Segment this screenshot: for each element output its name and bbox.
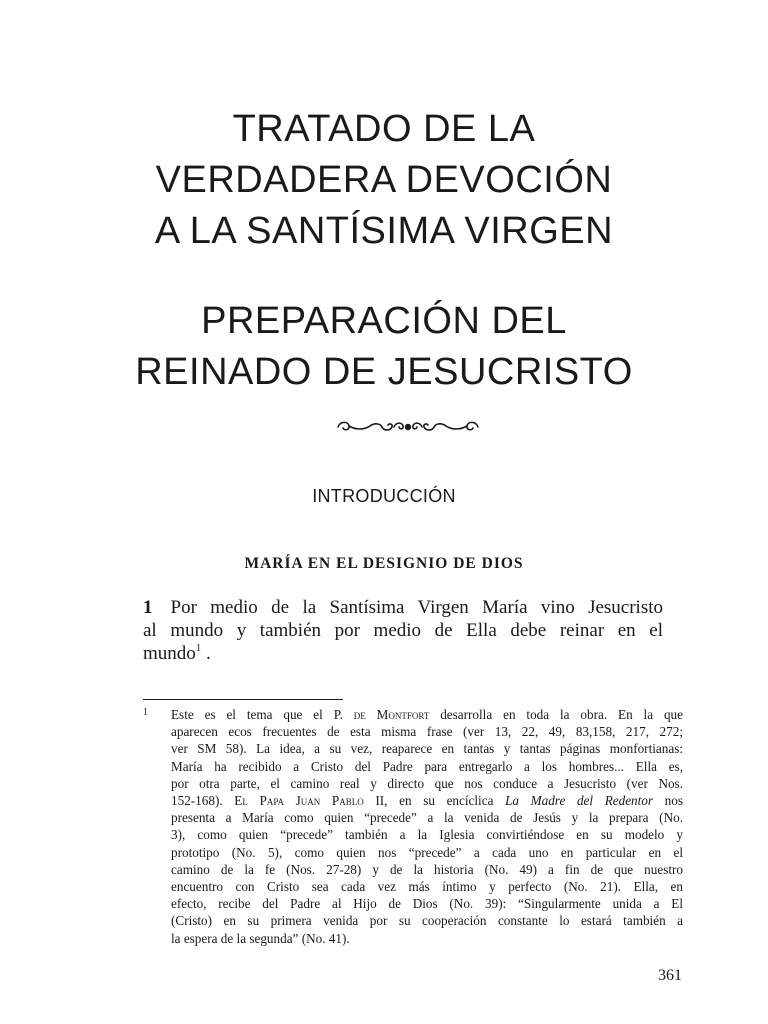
footnote-reference: 1 xyxy=(195,642,202,654)
footnote-text-segment: 152-168). xyxy=(171,793,235,809)
paragraph-text-3: mundo xyxy=(143,643,196,664)
footnote-line-12: efecto, recibe del Padre al Hijo de Dios (No. 39): “Singularmente unida a El xyxy=(171,896,683,912)
footnote-text-segment: nos xyxy=(653,793,683,809)
footnote-text-segment: Este es el tema que el P. xyxy=(171,707,354,722)
subtitle-line-2: REINADO DE JESUCRISTO xyxy=(135,351,633,393)
paragraph-number: 1 xyxy=(143,597,153,618)
footnote-divider xyxy=(143,699,343,700)
footnote-line-3: ver SM 58). La idea, a su vez, reaparece en tantas y tantas páginas monfortianas: xyxy=(171,741,683,757)
paragraph-line-3 xyxy=(143,642,663,665)
footnote-text-segment: desarrolla en toda la obra. En la que xyxy=(429,707,683,722)
book-subtitle xyxy=(0,296,768,398)
footnote-line-11: encuentro con Cristo sea cada vez más íntimo y perfecto (No. 21). Ella, en xyxy=(171,879,683,895)
footnote-text xyxy=(171,706,683,947)
subsection-heading: MARÍA EN EL DESIGNIO DE DIOS xyxy=(244,555,524,572)
footnote-line-13: (Cristo) en su primera venida por su cooperación constante lo estará también a xyxy=(171,913,683,929)
page-number: 361 xyxy=(658,967,682,984)
book-title xyxy=(0,104,768,257)
footnote-line-14: la espera de la segunda” (No. 41). xyxy=(171,930,350,946)
footnote-line-5: por otra parte, el camino real y directo que nos conduce a Jesucristo (ver Nos. xyxy=(171,775,683,791)
footnote-line-2: aparecen ecos frecuentes de esta misma frase (ver 13, 22, 49, 83,158, 217, 272; xyxy=(171,724,683,740)
subtitle-line-1: PREPARACIÓN DEL xyxy=(201,300,567,342)
footnote-line-1 xyxy=(171,706,683,723)
title-line-1: TRATADO DE LA xyxy=(232,108,536,150)
footnote-line-6 xyxy=(171,792,683,809)
footnote-text-segment: II, en su encíclica xyxy=(363,793,506,809)
footnote xyxy=(143,706,683,947)
footnote-line-4: María ha recibido a Cristo del Padre para entregarlo a los hombres... Ella es, xyxy=(171,758,683,774)
footnote-marker: 1 xyxy=(143,707,148,718)
pope-name-small-caps: El Papa Juan Pablo xyxy=(234,793,364,809)
footnote-line-10: camino de la fe (Nos. 27-28) y de la historia (No. 49) a fin de que nuestro xyxy=(171,861,683,877)
scroll-ornament-icon xyxy=(334,414,482,440)
paragraph-line-1 xyxy=(143,596,663,619)
encyclical-title: La Madre del Redentor xyxy=(505,793,654,809)
paragraph-text-1: Por medio de la Santísima Virgen María vino Jesucristo xyxy=(170,597,663,618)
title-line-2: VERDADERA DEVOCIÓN xyxy=(155,159,613,201)
author-name-small-caps: de Montfort xyxy=(353,707,430,722)
body-paragraph xyxy=(143,596,663,665)
paragraph-line-2: al mundo y también por medio de Ella debe reinar en el xyxy=(143,620,663,641)
footnote-line-8: 3), como quien “precede” también a la Iglesia convirtiéndose en su modelo y xyxy=(171,827,683,843)
section-heading: INTRODUCCIÓN xyxy=(312,486,456,506)
title-line-3: A LA SANTÍSIMA VIRGEN xyxy=(154,210,614,252)
footnote-line-7: presenta a María como quien “precede” a la venida de Jesús y la prepara (No. xyxy=(171,810,683,826)
paragraph-end: . xyxy=(206,643,211,664)
footnote-line-9: prototipo (No. 5), como quien nos “precede” a cada uno en particular en el xyxy=(171,844,683,860)
